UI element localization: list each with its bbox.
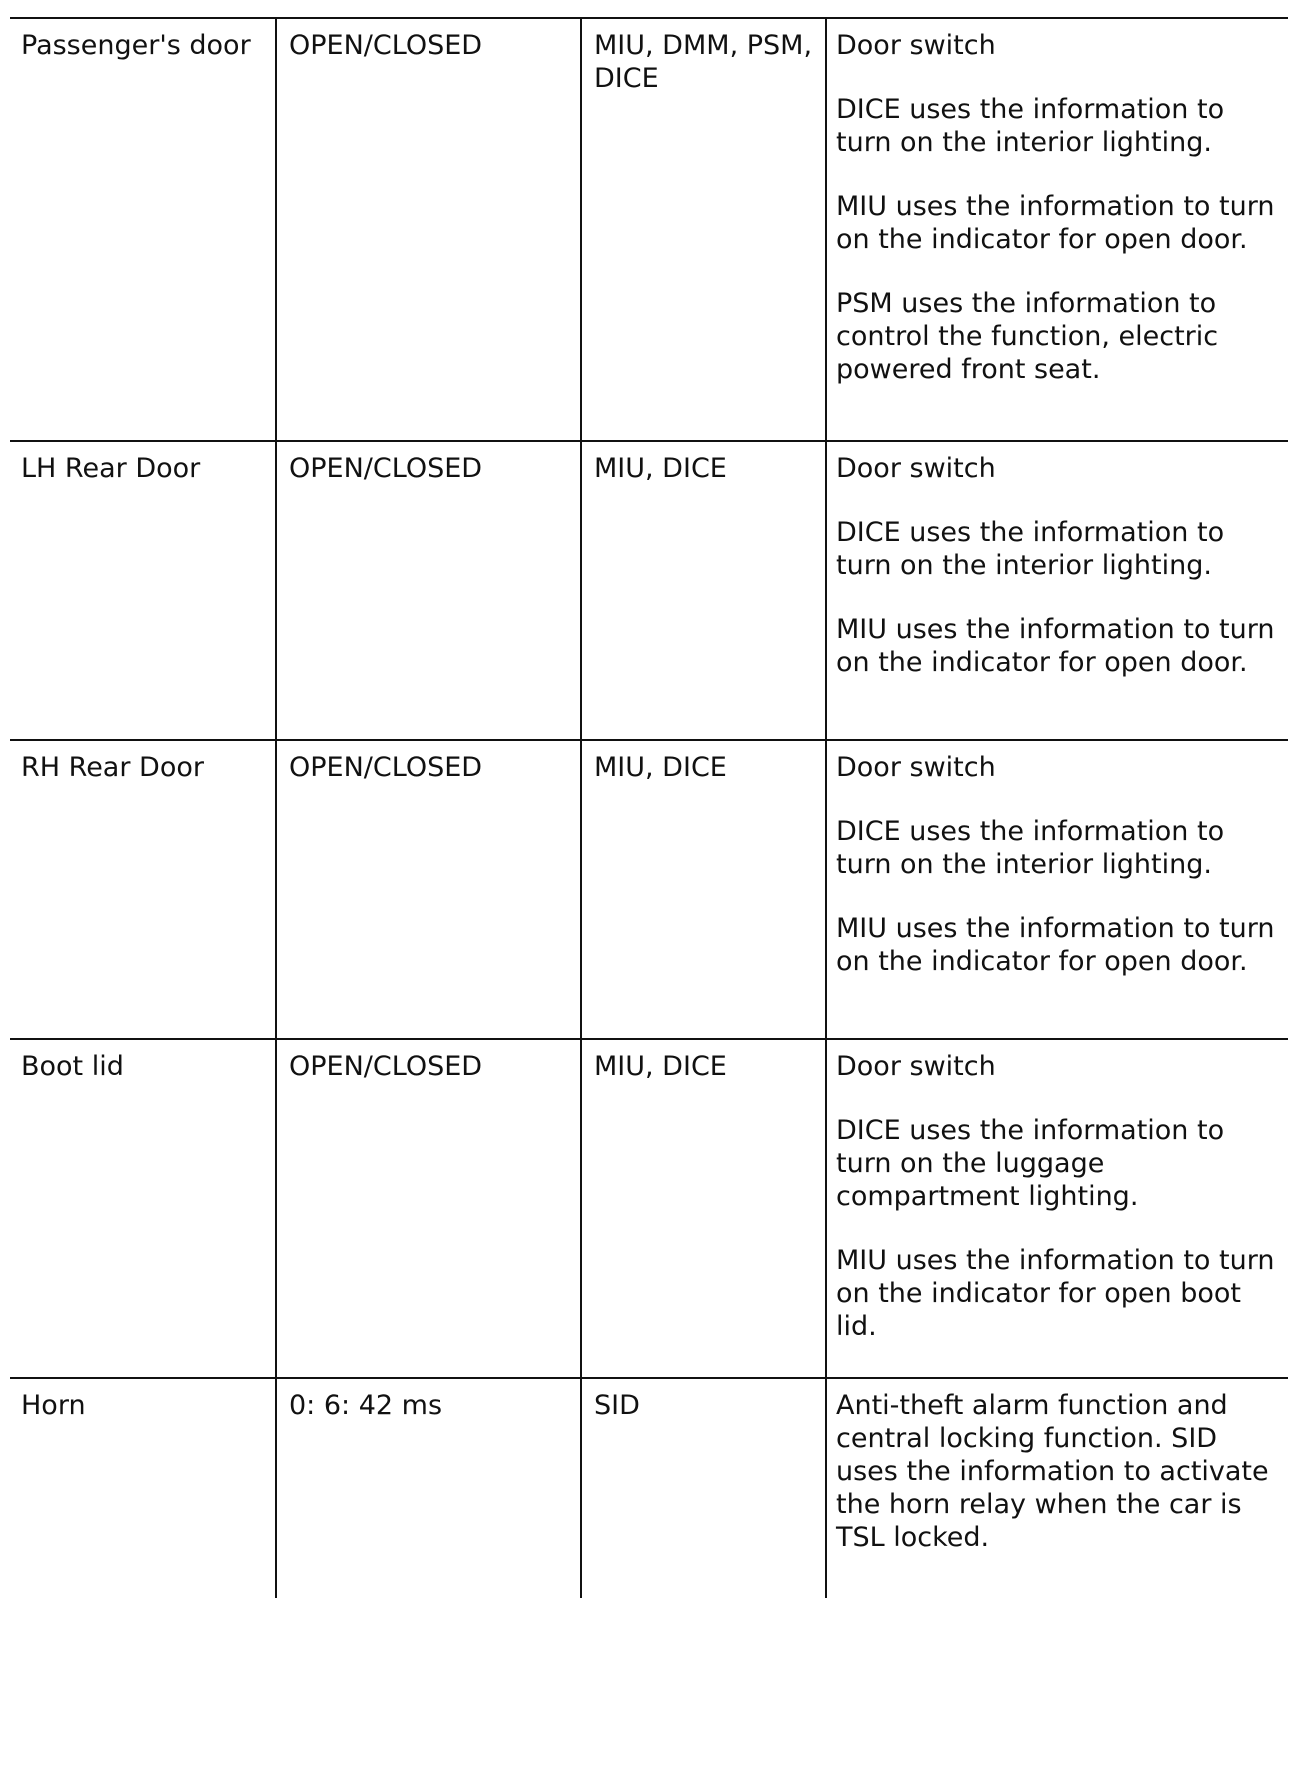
function-text: Door switch bbox=[836, 752, 996, 783]
signal-values: 0: 6: 42 ms bbox=[289, 1390, 443, 1421]
signal-name: Boot lid bbox=[21, 1051, 124, 1082]
function-cell bbox=[826, 18, 1288, 441]
function-cell bbox=[826, 740, 1288, 1039]
signal-values: OPEN/CLOSED bbox=[289, 752, 483, 783]
values-cell bbox=[276, 18, 581, 441]
receiver-modules: MIU, DICE bbox=[594, 453, 727, 484]
receivers-cell bbox=[581, 441, 826, 740]
function-text: Anti-theft alarm function and central locking function. SID uses the information to activate the horn relay when the car is TSL locked. bbox=[836, 1390, 1269, 1553]
signal-values: OPEN/CLOSED bbox=[289, 1051, 483, 1082]
receivers-cell bbox=[581, 740, 826, 1039]
values-cell bbox=[276, 1378, 581, 1598]
function-text: PSM uses the information to control the function, electric powered front seat. bbox=[836, 288, 1219, 385]
receiver-modules: MIU, DICE bbox=[594, 1051, 727, 1082]
receiver-modules: MIU, DICE bbox=[594, 752, 727, 783]
function-text: Door switch bbox=[836, 453, 996, 484]
signal-cell bbox=[10, 441, 276, 740]
table-row bbox=[10, 1378, 1288, 1598]
signal-cell bbox=[10, 18, 276, 441]
function-text: MIU uses the information to turn on the indicator for open door. bbox=[836, 191, 1275, 255]
function-text: DICE uses the information to turn on the interior lighting. bbox=[836, 517, 1225, 581]
signal-values: OPEN/CLOSED bbox=[289, 30, 483, 61]
values-cell bbox=[276, 1039, 581, 1378]
function-cell bbox=[826, 441, 1288, 740]
values-cell bbox=[276, 441, 581, 740]
signal-cell bbox=[10, 1039, 276, 1378]
function-text: Door switch bbox=[836, 1051, 996, 1082]
function-text: DICE uses the information to turn on the luggage compartment lighting. bbox=[836, 1115, 1225, 1212]
receivers-cell bbox=[581, 1378, 826, 1598]
table-row bbox=[10, 441, 1288, 740]
receiver-modules: SID bbox=[594, 1390, 640, 1421]
signal-cell bbox=[10, 1378, 276, 1598]
function-cell bbox=[826, 1378, 1288, 1598]
table-row bbox=[10, 18, 1288, 441]
function-text: Door switch bbox=[836, 30, 996, 61]
signal-name: Passenger's door bbox=[21, 30, 251, 61]
signal-table bbox=[10, 17, 1288, 1598]
function-text: MIU uses the information to turn on the indicator for open door. bbox=[836, 913, 1275, 977]
receiver-modules: MIU, DMM, PSM, DICE bbox=[594, 30, 813, 94]
signal-name: LH Rear Door bbox=[21, 453, 201, 484]
values-cell bbox=[276, 740, 581, 1039]
function-text: DICE uses the information to turn on the interior lighting. bbox=[836, 94, 1225, 158]
signal-name: Horn bbox=[21, 1390, 86, 1421]
receivers-cell bbox=[581, 18, 826, 441]
signal-cell bbox=[10, 740, 276, 1039]
function-text: MIU uses the information to turn on the indicator for open boot lid. bbox=[836, 1245, 1275, 1342]
function-text: MIU uses the information to turn on the indicator for open door. bbox=[836, 614, 1275, 678]
signal-values: OPEN/CLOSED bbox=[289, 453, 483, 484]
function-text: DICE uses the information to turn on the interior lighting. bbox=[836, 816, 1225, 880]
function-cell bbox=[826, 1039, 1288, 1378]
table-row bbox=[10, 740, 1288, 1039]
receivers-cell bbox=[581, 1039, 826, 1378]
signal-name: RH Rear Door bbox=[21, 752, 204, 783]
table-row bbox=[10, 1039, 1288, 1378]
